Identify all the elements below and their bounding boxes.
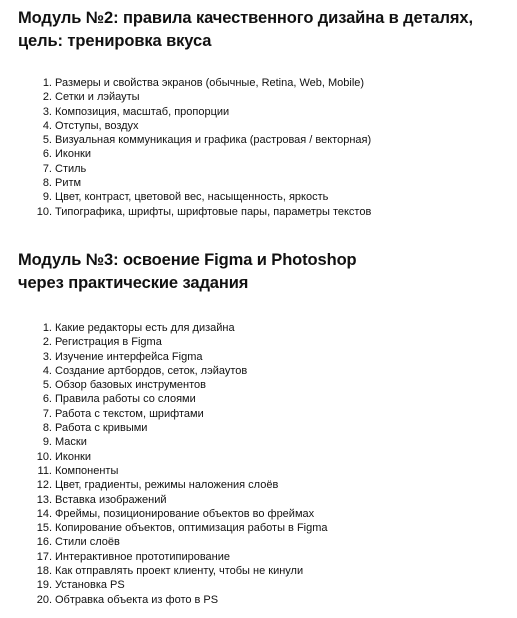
module-2-heading [18,7,508,53]
list-item [18,578,508,592]
list-item-text: Какие редакторы есть для дизайна [55,322,235,334]
module-2-topic-list [18,76,508,219]
list-item-text: Как отправлять проект клиенту, чтобы не кинули [55,565,304,578]
list-item-text: Правила работы со слоями [55,393,196,406]
list-item-text: Регистрация в Figma [55,336,162,349]
list-item-text: Установка PS [55,579,125,592]
list-item-text: Иконки [55,450,91,463]
list-item-text: Стиль [55,162,87,175]
list-item [18,190,508,204]
heading-line: Модуль №3: освоение Figma и Photoshop [18,251,357,269]
list-item [18,321,508,335]
list-item-number: 19. [36,579,52,592]
list-item [18,76,508,90]
list-item-number: 4. [42,119,52,132]
list-item-number: 10. [36,450,52,463]
list-item [18,407,508,421]
list-item-text: Цвет, градиенты, режимы наложения слоёв [55,479,279,492]
list-item-number: 6. [42,393,52,406]
list-item-text: Сетки и лэйауты [55,91,140,104]
list-item-text: Стили слоёв [55,536,120,549]
list-item-number: 3. [42,350,52,363]
heading-line: цель: тренировка вкуса [18,32,212,50]
list-item [18,133,508,147]
heading-line: Модуль №2: правила качественного дизайна в деталях, [18,9,473,27]
module-2-section [18,7,508,219]
list-item [18,119,508,133]
list-item [18,205,508,219]
list-item-number: 5. [42,379,52,392]
list-item [18,521,508,535]
module-3-heading [18,249,508,295]
list-item-number: 16. [36,536,52,549]
list-item-number: 18. [36,565,52,578]
list-item-text: Копирование объектов, оптимизация работы в Figma [55,522,328,535]
list-item-number: 17. [36,550,52,563]
list-item-text: Композиция, масштаб, пропорции [55,105,230,118]
list-item-text: Создание артбордов, сеток, лэйаутов [55,364,248,377]
list-item-text: Компоненты [55,464,119,477]
list-item-text: Ритм [55,177,82,190]
list-item-text: Фреймы, позиционирование объектов во фреймах [55,507,315,520]
list-item-number: 6. [42,148,52,161]
list-item-text: Вставка изображений [55,493,167,506]
list-item [18,335,508,349]
module-3-section [18,249,508,607]
list-item-number: 20. [36,593,52,606]
list-item [18,493,508,507]
list-item-number: 5. [42,134,52,147]
list-item-number: 2. [42,336,52,349]
list-item [18,364,508,378]
list-item-text: Изучение интерфейса Figma [55,350,203,363]
list-item-text: Работа с кривыми [55,422,148,435]
list-item-number: 8. [42,177,52,190]
list-item [18,421,508,435]
list-item [18,378,508,392]
list-item-text: Отступы, воздух [55,119,139,132]
list-item-text: Цвет, контраст, цветовой вес, насыщенность, яркость [55,191,329,204]
list-item-text: Маски [55,436,87,449]
list-item [18,450,508,464]
list-item-text: Размеры и свойства экранов (обычные, Retina, Web, Mobile) [55,77,365,89]
list-item-text: Иконки [55,148,91,161]
list-item-text: Визуальная коммуникация и графика (растровая / векторная) [55,134,372,147]
list-item [18,105,508,119]
list-item [18,435,508,449]
list-item-text: Работа с текстом, шрифтами [55,407,204,420]
list-item-number: 11. [37,464,52,477]
list-item [18,147,508,161]
list-item-number: 2. [42,91,52,104]
list-item [18,162,508,176]
list-item-number: 4. [42,364,52,377]
list-item-number: 10. [36,205,52,218]
list-item [18,464,508,478]
list-item-number: 8. [42,422,52,435]
module-3-topic-list [18,321,508,607]
list-item-number: 15. [36,522,52,535]
list-item [18,392,508,406]
list-item-number: 14. [36,507,52,520]
list-item [18,535,508,549]
list-item [18,550,508,564]
list-item-number: 3. [42,105,52,118]
list-item-number: 13. [36,493,52,506]
list-item-number: 7. [42,162,52,175]
list-item [18,176,508,190]
list-item-text: Обтравка объекта из фото в PS [55,593,219,606]
list-item-number: 1. [42,322,52,334]
list-item-number: 9. [42,191,52,204]
list-item-text: Типографика, шрифты, шрифтовые пары, параметры текстов [55,205,372,218]
list-item [18,593,508,607]
list-item [18,90,508,104]
list-item-number: 7. [42,407,52,420]
list-item [18,507,508,521]
list-item-number: 1. [42,77,52,89]
list-item-text: Интерактивное прототипирование [55,550,231,563]
heading-line: через практические задания [18,274,249,292]
list-item [18,564,508,578]
list-item-number: 12. [36,479,52,492]
list-item [18,350,508,364]
list-item [18,478,508,492]
list-item-number: 9. [42,436,52,449]
list-item-text: Обзор базовых инструментов [55,379,206,392]
